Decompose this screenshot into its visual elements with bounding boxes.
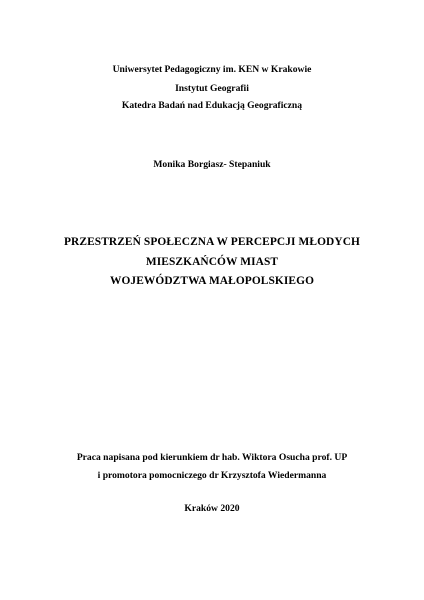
thesis-title-line-3: WOJEWÓDZTWA MAŁOPOLSKIEGO	[109, 275, 315, 287]
university-name: Uniwersytet Pedagogiczny im. KEN w Krakowie	[112, 64, 312, 75]
thesis-title-line-1: PRZESTRZEŃ SPOŁECZNA W PERCEPCJI MŁODYCH	[64, 236, 360, 248]
institute-name: Instytut Geografii	[175, 83, 249, 94]
co-supervisor-line: i promotora pomocniczego dr Krzysztofa Wiedermanna	[97, 470, 327, 481]
place-and-year: Kraków 2020	[184, 503, 240, 514]
thesis-title-line-2: MIESZKAŃCÓW MIAST	[145, 256, 279, 268]
department-name: Katedra Badań nad Edukacją Geograficzną	[121, 100, 303, 111]
supervisor-line: Praca napisana pod kierunkiem dr hab. Wiktora Osucha prof. UP	[76, 452, 348, 463]
author-name: Monika Borgiasz- Stepaniuk	[153, 159, 271, 170]
